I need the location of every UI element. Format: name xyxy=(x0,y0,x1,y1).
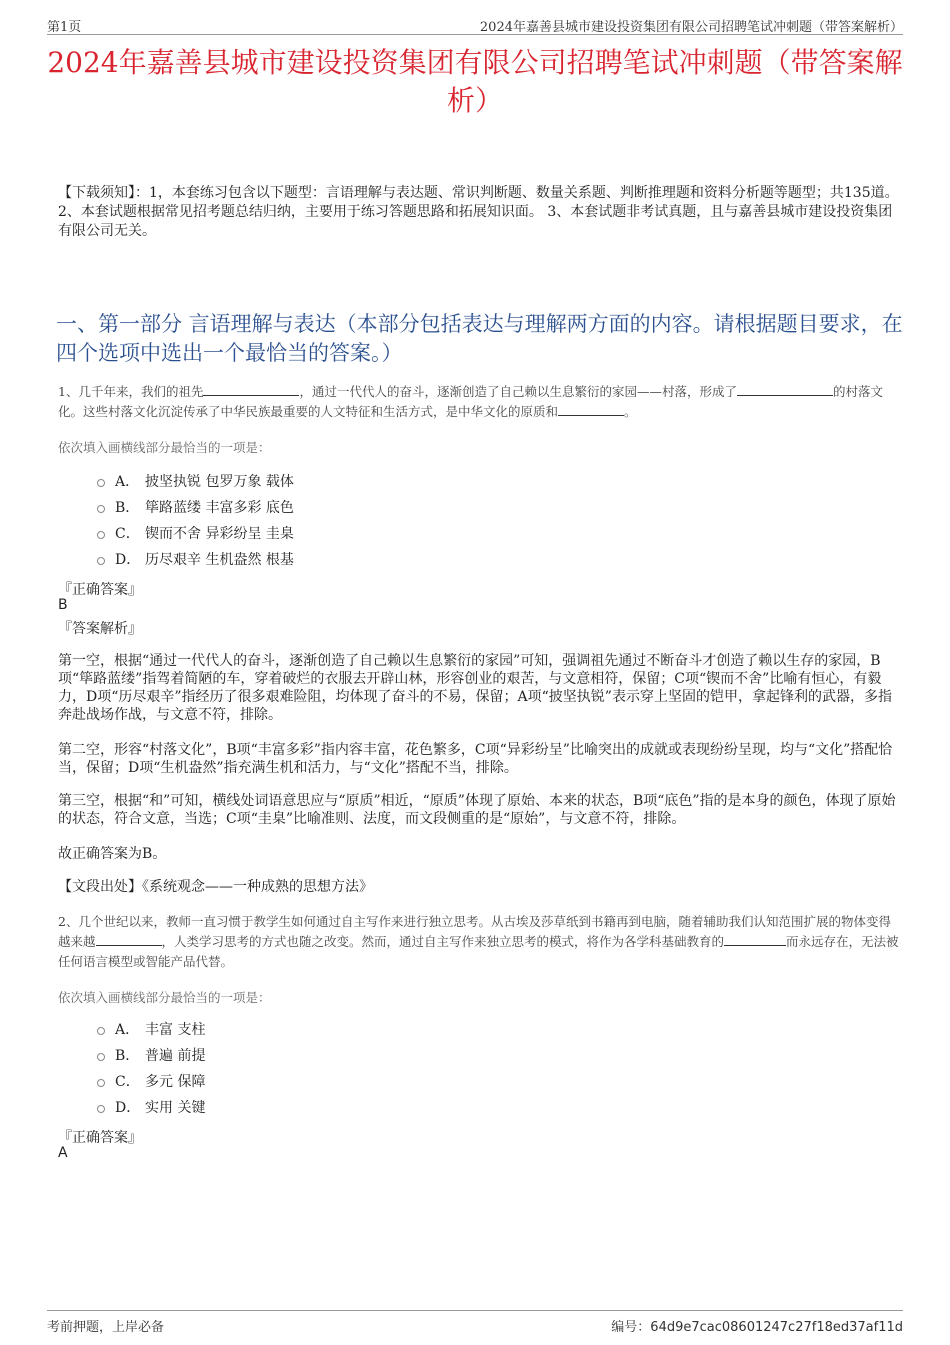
footer-code-label: 编号： xyxy=(611,1320,651,1335)
blank xyxy=(203,383,299,396)
radio-icon[interactable] xyxy=(97,1053,105,1061)
page-header xyxy=(47,12,903,35)
document-title: 2024年嘉善县城市建设投资集团有限公司招聘笔试冲刺题（带答案解析） xyxy=(47,46,903,117)
page-number: 第1页 xyxy=(47,20,82,35)
blank xyxy=(96,933,162,946)
radio-icon[interactable] xyxy=(97,531,105,539)
radio-icon[interactable] xyxy=(97,1079,105,1087)
question-1-prompt: 依次填入画横线部分最恰当的一项是： xyxy=(58,440,271,455)
page-footer xyxy=(47,1310,903,1335)
option-a[interactable]: A． 披坚执锐 包罗万象 载体 xyxy=(97,468,294,494)
footer-slogan: 考前押题，上岸必备 xyxy=(47,1320,165,1335)
analysis-label: 『答案解析』 xyxy=(58,621,142,637)
footer-code-value: 64d9e7cac08601247c27f18ed37af11d xyxy=(650,1320,903,1335)
section-title: 一、第一部分 言语理解与表达（本部分包括表达与理解两方面的内容。请根据题目要求，在四个选项中选出一个最恰当的答案。） xyxy=(56,312,903,365)
question-2-options xyxy=(97,1016,205,1120)
analysis-paragraph-3: 第三空，根据“和”可知，横线处词语意思应与“原质”相近，“原质”体现了原始、本来的状态，B项“底色”指的是本身的颜色，体现了原始的状态，符合文意，当选；C项“圭臬”比喻准则、法度，而文段侧重的是“原始”，与文意不符，排除。 xyxy=(58,793,896,827)
analysis-paragraph-2: 第二空，形容“村落文化”，B项“丰富多彩”指内容丰富，花色繁多，C项“异彩纷呈”比喻突出的成就或表现纷纷呈现，均与“文化”搭配恰当，保留；D项“生机盎然”指充满生机和活力，与“文化”搭配不当，排除。 xyxy=(58,742,893,776)
question-1-part4: 。 xyxy=(624,404,637,419)
question-1-options xyxy=(97,468,294,572)
analysis-conclusion: 故正确答案为B。 xyxy=(58,846,167,862)
option-b[interactable]: B． 筚路蓝缕 丰富多彩 底色 xyxy=(97,494,294,520)
header-doc-title: 2024年嘉善县城市建设投资集团有限公司招聘笔试冲刺题（带答案解析） xyxy=(479,20,903,35)
question-2-part2: ，人类学习思考的方式也随之改变。然而，通过自主写作来独立思考的模式，将作为各学科基础教育的 xyxy=(161,934,725,949)
option-d[interactable]: D． 实用 关键 xyxy=(97,1094,205,1120)
option-a[interactable]: A． 丰富 支柱 xyxy=(97,1016,205,1042)
option-b[interactable]: B． 普遍 前提 xyxy=(97,1042,205,1068)
option-c[interactable]: C． 多元 保障 xyxy=(97,1068,205,1094)
passage-source: 【文段出处】《系统观念——一种成熟的思想方法》 xyxy=(58,879,373,895)
blank xyxy=(737,383,833,396)
option-c[interactable]: C． 锲而不舍 异彩纷呈 圭臬 xyxy=(97,520,294,546)
question-2-prompt: 依次填入画横线部分最恰当的一项是： xyxy=(58,990,271,1005)
radio-icon[interactable] xyxy=(97,479,105,487)
option-d[interactable]: D． 历尽艰辛 生机盎然 根基 xyxy=(97,546,294,572)
question-1-part2: ，通过一代代人的奋斗，逐渐创造了自己赖以生息繁衍的家园——村落，形成了 xyxy=(299,384,737,399)
radio-icon[interactable] xyxy=(97,1105,105,1113)
answer-label: 『正确答案』 xyxy=(58,582,142,598)
answer-label: 『正确答案』 xyxy=(58,1130,142,1146)
question-2-part3: 而永远存在，无法被任何语言模型或智能产品代替。 xyxy=(58,934,899,969)
blank xyxy=(724,933,786,946)
question-1-part1: 1、几千年来，我们的祖先 xyxy=(58,384,204,399)
answer-value: B xyxy=(58,597,68,613)
download-notice: 【下载须知】：1，本套练习包含以下题型：言语理解与表达题、常识判断题、数量关系题、判断推理题和资料分析题等题型；共135道。 2、本套试题根据常见招考题总结归纳，主要用于练习答题思路和拓展知识面。 3、本套试题非考试真题，且与嘉善县城市建设投资集团有限公司无关。 xyxy=(58,185,899,239)
radio-icon[interactable] xyxy=(97,505,105,513)
radio-icon[interactable] xyxy=(97,557,105,565)
question-2-part1: 2、几个世纪以来，教师一直习惯于教学生如何通过自主写作来进行独立思考。从古埃及莎草纸到书籍再到电脑，随着辅助我们认知范围扩展的物体变得越来越 xyxy=(58,914,891,949)
question-2-text xyxy=(58,912,900,972)
answer-value: A xyxy=(58,1145,68,1161)
footer-code xyxy=(611,1316,903,1335)
question-1-part3: 的村落文化。这些村落文化沉淀传承了中华民族最重要的人文特征和生活方式，是中华文化的原质和 xyxy=(58,384,883,419)
radio-icon[interactable] xyxy=(97,1027,105,1035)
blank xyxy=(558,403,624,416)
question-1-text xyxy=(58,382,900,422)
analysis-paragraph-1: 第一空，根据“通过一代代人的奋斗，逐渐创造了自己赖以生息繁衍的家园”可知，强调祖先通过不断奋斗才创造了赖以生存的家园，B项“筚路蓝缕”指驾着简陋的车，穿着破烂的衣服去开辟山林，形容创业的艰苦，与文意相符，保留；C项“锲而不舍”比喻有恒心，有毅力，D项“历尽艰辛”指经历了很多艰难险阻，均体现了奋斗的不易，保留；A项“披坚执锐”表示穿上坚固的铠甲，拿起锋利的武器，多指奔赴战场作战，与文意不符，排除。 xyxy=(58,653,892,723)
